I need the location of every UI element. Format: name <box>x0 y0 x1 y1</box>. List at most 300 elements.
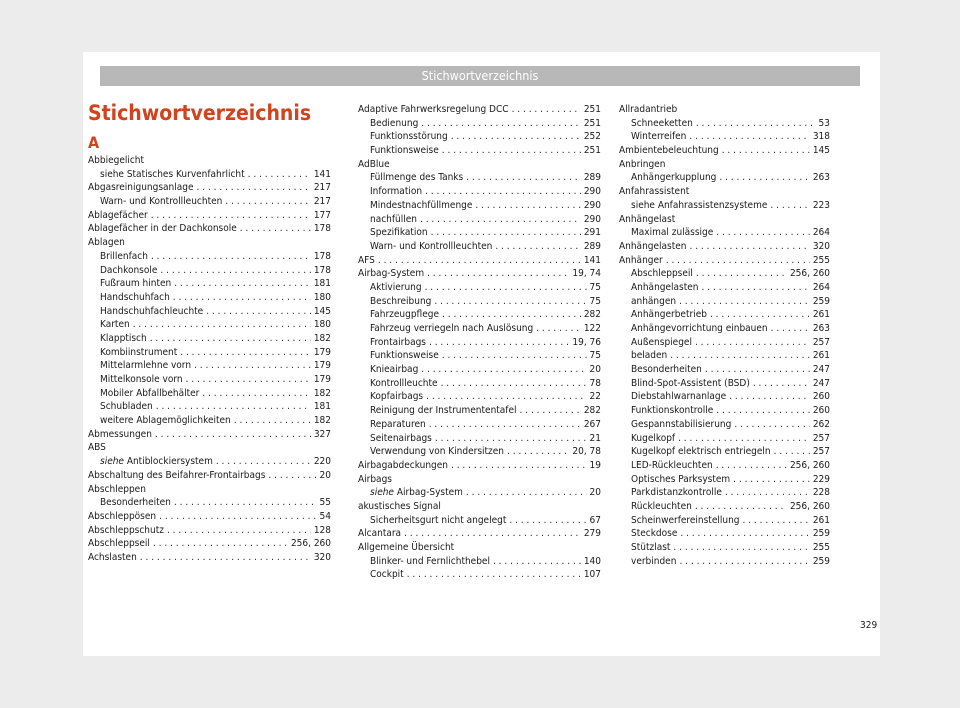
index-entry <box>358 295 601 309</box>
index-entry <box>88 496 331 510</box>
index-entry <box>619 267 830 281</box>
index-term-text: ABS <box>88 442 106 454</box>
index-entry <box>619 514 830 528</box>
index-term-text: Klapptisch <box>100 332 147 344</box>
page-reference: 141 <box>583 254 601 266</box>
index-term-text: Mittelarmlehne vorn <box>100 360 192 372</box>
index-term-text: Stützlast <box>631 542 671 553</box>
index-term-text: akustisches Signal <box>358 500 441 512</box>
page-reference: 180 <box>313 291 331 303</box>
index-term-text: Fahrzeugpflege <box>370 309 440 321</box>
leader-dots <box>153 537 288 551</box>
index-entry <box>358 117 601 131</box>
leader-dots <box>451 130 581 144</box>
index-term-text: Besonderheiten <box>631 364 702 376</box>
leader-dots <box>425 281 587 295</box>
leader-dots <box>673 541 809 555</box>
index-term-text: Abschaltung des Beifahrer-Frontairbags <box>88 469 266 481</box>
index-entry <box>619 117 830 131</box>
index-term <box>370 240 492 254</box>
index-entry <box>619 404 830 418</box>
index-term-text: Reparaturen <box>370 418 426 430</box>
index-term <box>631 349 667 363</box>
page-reference: 260 <box>812 405 830 417</box>
index-entry <box>619 322 830 336</box>
index-term <box>370 117 418 131</box>
leader-dots <box>679 295 810 309</box>
index-term-text: Brillenfach <box>100 250 148 262</box>
index-entry <box>619 144 830 158</box>
leader-dots <box>174 496 317 510</box>
index-entry <box>619 555 830 569</box>
index-term-text: Ambientebeleuchtung <box>619 145 719 157</box>
index-term-text: Kopfairbags <box>370 391 424 403</box>
index-entry <box>358 308 601 322</box>
index-term-text: Allgemeine Übersicht <box>358 542 455 553</box>
index-entry <box>358 171 601 185</box>
index-entry <box>88 414 331 428</box>
index-entry <box>619 240 830 254</box>
page-reference: 128 <box>313 524 331 536</box>
index-term <box>100 332 147 346</box>
page-reference: 19 <box>589 459 601 471</box>
leader-dots <box>206 305 311 319</box>
index-entry <box>88 359 331 373</box>
page-reference: 289 <box>583 240 601 252</box>
index-entry <box>619 445 830 459</box>
index-entry <box>358 226 601 240</box>
leader-dots <box>167 524 311 538</box>
leader-dots <box>140 551 311 565</box>
leader-dots <box>431 226 581 240</box>
index-term-text: Verwendung von Kindersitzen <box>370 446 505 458</box>
index-term <box>100 168 245 182</box>
index-term-text: Füllmenge des Tanks <box>370 172 464 184</box>
index-entry <box>358 130 601 144</box>
leader-dots <box>722 144 810 158</box>
leader-dots <box>186 373 311 387</box>
index-term-text: Außenspiegel <box>631 336 692 348</box>
index-entry <box>619 226 830 240</box>
index-term <box>100 305 203 319</box>
index-term <box>631 308 707 322</box>
index-term-text: Knieairbag <box>370 364 419 376</box>
index-entry <box>358 363 601 377</box>
index-entry <box>358 459 601 473</box>
index-term <box>358 500 441 514</box>
index-term-text: verbinden <box>631 555 677 567</box>
index-column-1 <box>88 100 331 565</box>
page-reference: 182 <box>313 332 331 344</box>
index-term-text: Mittelkonsole vorn <box>100 374 183 385</box>
index-term-prefix: siehe <box>100 456 124 468</box>
index-term-text: Allradantrieb <box>619 104 678 115</box>
index-term-text: Rückleuchten <box>631 500 692 512</box>
page-reference: 55 <box>319 497 331 509</box>
index-term-text: Anhängelast <box>619 213 676 225</box>
index-term <box>370 432 432 446</box>
index-entry <box>88 181 331 195</box>
index-entry <box>358 349 601 363</box>
index-term <box>88 441 106 455</box>
index-term-text: Antiblockiersystem <box>126 456 213 468</box>
index-term-text: Abschleppschutz <box>88 524 164 536</box>
index-term-text: Kugelkopf <box>631 432 676 444</box>
index-term <box>100 414 231 428</box>
index-entry <box>88 277 331 291</box>
index-entry <box>619 185 830 199</box>
page-reference: 67 <box>589 514 601 526</box>
leader-dots <box>442 349 587 363</box>
index-term-text: Anfahrassistent <box>619 186 690 198</box>
index-term-text: Abschleppen <box>88 483 146 495</box>
index-entry <box>88 400 331 414</box>
page-reference: 259 <box>812 555 830 567</box>
index-entry <box>619 103 830 117</box>
index-entry <box>619 541 830 555</box>
index-term <box>619 158 665 172</box>
page-reference: 263 <box>812 323 830 334</box>
index-term-text: Adaptive Fahrwerksregelung DCC <box>358 104 509 115</box>
page-reference: 20 <box>319 469 331 481</box>
index-term-text: Abschleppösen <box>88 510 157 522</box>
index-term-text: Scheinwerfereinstellung <box>631 514 740 526</box>
index-entry <box>619 295 830 309</box>
index-term <box>100 264 157 278</box>
index-term-text: AFS <box>358 254 375 266</box>
leader-dots <box>194 359 311 373</box>
page-reference: 140 <box>583 555 601 567</box>
leader-dots <box>716 226 810 240</box>
page-reference: 257 <box>812 446 830 458</box>
index-entry <box>358 432 601 446</box>
page-reference: 20 <box>589 364 601 376</box>
index-term-text: Besonderheiten <box>100 497 171 509</box>
page-reference: 53 <box>818 117 830 129</box>
index-term-text: Mobiler Abfallbehälter <box>100 387 200 399</box>
page-reference: 252 <box>583 131 601 143</box>
leader-dots <box>495 240 580 254</box>
page-reference: 256, 260 <box>789 500 830 512</box>
index-entry <box>88 305 331 319</box>
index-term-text: Parkdistanzkontrolle <box>631 487 722 499</box>
index-entry <box>358 377 601 391</box>
index-entry <box>88 332 331 346</box>
leader-dots <box>173 291 311 305</box>
index-entry <box>358 404 601 418</box>
index-term-text: Alcantara <box>358 528 402 540</box>
leader-dots <box>421 117 581 131</box>
index-term-text: Handschuhfachleuchte <box>100 305 204 317</box>
page-reference: 257 <box>812 432 830 444</box>
index-term <box>370 445 504 459</box>
leader-dots <box>734 418 810 432</box>
index-term-text: Kombiinstrument <box>100 346 178 358</box>
leader-dots <box>536 322 581 336</box>
leader-dots <box>716 404 810 418</box>
page-reference: 255 <box>812 542 830 553</box>
page-header: Stichwortverzeichnis <box>100 66 860 86</box>
page-reference: 182 <box>313 415 331 427</box>
leader-dots <box>690 240 810 254</box>
page-reference: 259 <box>812 295 830 307</box>
leader-dots <box>493 555 581 569</box>
index-entry <box>619 390 830 404</box>
leader-dots <box>696 117 816 131</box>
leader-dots <box>733 473 810 487</box>
index-term-text: Schneeketten <box>631 117 693 129</box>
page-reference: 181 <box>313 278 331 290</box>
index-term <box>619 103 677 117</box>
leader-dots <box>133 318 311 332</box>
page-reference: 179 <box>313 346 331 358</box>
index-entry <box>358 418 601 432</box>
index-term <box>631 199 767 213</box>
index-term <box>631 226 713 240</box>
leader-dots <box>716 459 787 473</box>
index-term-text: Warn- und Kontrollleuchten <box>100 196 223 208</box>
index-term <box>370 322 533 336</box>
index-term <box>631 267 693 281</box>
index-term <box>88 209 148 223</box>
index-term <box>631 322 768 336</box>
index-entry <box>619 199 830 213</box>
leader-dots <box>666 254 810 268</box>
page-reference: 141 <box>313 168 331 180</box>
index-term-text: siehe Statisches Kurvenfahrlicht <box>100 168 245 180</box>
page-reference: 145 <box>812 145 830 157</box>
index-entry <box>358 486 601 500</box>
page-reference: 178 <box>313 250 331 262</box>
index-term <box>370 404 517 418</box>
index-entry <box>358 336 601 350</box>
page-reference: 19, 74 <box>572 268 601 280</box>
index-term <box>100 346 177 360</box>
index-entry <box>358 281 601 295</box>
index-entry <box>88 537 331 551</box>
leader-dots <box>197 181 311 195</box>
index-term-text: Abschleppseil <box>88 538 150 550</box>
index-term-text: Anhängerbetrieb <box>631 309 707 321</box>
index-term-text: Airbagabdeckungen <box>358 459 448 471</box>
leader-dots <box>725 486 810 500</box>
leader-dots <box>268 469 316 483</box>
index-term-text: Fußraum hinten <box>100 278 172 290</box>
page-reference: 220 <box>313 456 331 468</box>
leader-dots <box>696 267 787 281</box>
index-entry <box>88 250 331 264</box>
index-term <box>631 377 750 391</box>
index-term <box>88 222 237 236</box>
index-term-text: Achslasten <box>88 551 137 563</box>
index-entry <box>358 322 601 336</box>
page-reference: 282 <box>583 309 601 321</box>
index-term-text: nachfüllen <box>370 213 417 225</box>
leader-dots <box>225 195 310 209</box>
index-term <box>631 514 739 528</box>
index-term <box>370 199 472 213</box>
page-reference: 247 <box>812 364 830 376</box>
index-entry <box>358 568 601 582</box>
index-term <box>358 267 424 281</box>
leader-dots <box>695 336 810 350</box>
leader-dots <box>729 390 810 404</box>
leader-dots <box>434 295 586 309</box>
index-entry <box>358 144 601 158</box>
index-term <box>631 130 686 144</box>
index-term <box>631 404 713 418</box>
index-term <box>631 336 692 350</box>
index-term <box>100 496 171 510</box>
leader-dots <box>156 400 311 414</box>
leader-dots <box>442 308 581 322</box>
index-term-text: Beschreibung <box>370 295 432 307</box>
index-entry <box>619 527 830 541</box>
leader-dots <box>174 277 311 291</box>
index-term-text: Karten <box>100 319 130 331</box>
index-entry <box>619 213 830 227</box>
index-term <box>619 254 663 268</box>
index-entry <box>88 195 331 209</box>
index-term <box>100 318 130 332</box>
index-term-text: Spezifikation <box>370 227 428 239</box>
page-reference: 178 <box>313 223 331 235</box>
index-entry <box>358 445 601 459</box>
index-term <box>88 551 137 565</box>
index-entry <box>619 336 830 350</box>
index-term-text: beladen <box>631 350 668 362</box>
index-entry <box>358 254 601 268</box>
index-term-text: Ablagen <box>88 237 125 249</box>
page-reference: 261 <box>812 309 830 321</box>
index-entry <box>619 459 830 473</box>
index-entry <box>358 267 601 281</box>
page-reference: 251 <box>583 145 601 157</box>
index-term <box>88 483 146 497</box>
index-entry <box>619 171 830 185</box>
index-column-3 <box>619 103 830 568</box>
index-term <box>88 469 265 483</box>
page-reference: 290 <box>583 199 601 211</box>
index-term-text: Frontairbags <box>370 336 426 348</box>
page-reference: 177 <box>313 209 331 221</box>
index-entry <box>619 418 830 432</box>
page-reference: 20, 78 <box>572 446 601 458</box>
leader-dots <box>770 199 809 213</box>
leader-dots <box>509 514 586 528</box>
index-entry <box>619 486 830 500</box>
index-entry <box>619 130 830 144</box>
index-term-text: Sicherheitsgurt nicht angelegt <box>370 514 507 526</box>
index-term-text: Aktivierung <box>370 281 422 293</box>
leader-dots <box>160 264 310 278</box>
index-term-text: Kugelkopf elektrisch entriegeln <box>631 446 771 458</box>
index-term <box>370 213 417 227</box>
leader-dots <box>427 267 569 281</box>
page-reference: 181 <box>313 401 331 413</box>
page-reference: 75 <box>589 281 601 293</box>
index-entry <box>88 428 331 442</box>
index-term-text: Ablagefächer <box>88 209 148 221</box>
page-reference: 217 <box>313 182 331 194</box>
leader-dots <box>202 387 310 401</box>
index-term-text: Anhängelasten <box>619 240 687 252</box>
index-term-text: Airbag-System <box>358 268 425 280</box>
index-term <box>358 473 392 487</box>
index-term <box>370 226 428 240</box>
page-reference: 256, 260 <box>290 538 331 550</box>
page-reference: 251 <box>583 104 601 115</box>
index-term-text: Handschuhfach <box>100 291 170 303</box>
leader-dots <box>378 254 581 268</box>
page-reference: 291 <box>583 227 601 239</box>
index-entry <box>358 158 601 172</box>
index-term-prefix: siehe <box>370 487 394 499</box>
page-reference: 228 <box>812 487 830 499</box>
page-reference: 223 <box>812 199 830 211</box>
page-reference: 182 <box>313 387 331 399</box>
page-reference: 217 <box>313 196 331 208</box>
index-term <box>370 390 423 404</box>
page-reference: 145 <box>313 305 331 317</box>
index-entry <box>358 213 601 227</box>
leader-dots <box>670 349 810 363</box>
index-term <box>358 254 375 268</box>
index-term-text: Reinigung der Instrumententafel <box>370 405 517 417</box>
index-term <box>370 130 448 144</box>
index-entry <box>358 527 601 541</box>
page-reference: 75 <box>589 295 601 307</box>
index-term-text: Anhängevorrichtung einbauen <box>631 323 768 334</box>
index-column-2 <box>358 103 601 582</box>
index-term <box>370 568 404 582</box>
index-term <box>100 291 170 305</box>
index-term <box>358 459 448 473</box>
page-reference: 54 <box>319 510 331 522</box>
page-reference: 180 <box>313 319 331 331</box>
index-term <box>358 103 509 117</box>
index-term <box>370 308 439 322</box>
page-reference: 320 <box>313 551 331 563</box>
page-reference: 178 <box>313 264 331 276</box>
index-entry <box>358 514 601 528</box>
index-term <box>88 428 152 442</box>
index-entry <box>88 318 331 332</box>
index-term <box>631 500 692 514</box>
index-entry <box>358 240 601 254</box>
index-entry <box>88 469 331 483</box>
leader-dots <box>710 308 810 322</box>
page-reference: 20 <box>589 487 601 499</box>
index-entry <box>619 349 830 363</box>
index-term <box>370 377 438 391</box>
index-term-text: AdBlue <box>358 158 390 170</box>
index-term-text: Blinker- und Fernlichthebel <box>370 555 490 567</box>
index-term <box>370 185 422 199</box>
index-term-text: Anhängelasten <box>631 281 699 293</box>
index-entry <box>88 154 331 168</box>
page-reference: 257 <box>812 336 830 348</box>
index-term-text: Funktionsstörung <box>370 131 448 143</box>
index-entry <box>88 209 331 223</box>
index-term-text: Abschleppseil <box>631 268 693 280</box>
page-reference: 256, 260 <box>789 459 830 471</box>
leader-dots <box>216 455 311 469</box>
index-entry <box>358 555 601 569</box>
leader-dots <box>719 171 809 185</box>
leader-dots <box>248 168 311 182</box>
page-reference: 107 <box>583 569 601 581</box>
